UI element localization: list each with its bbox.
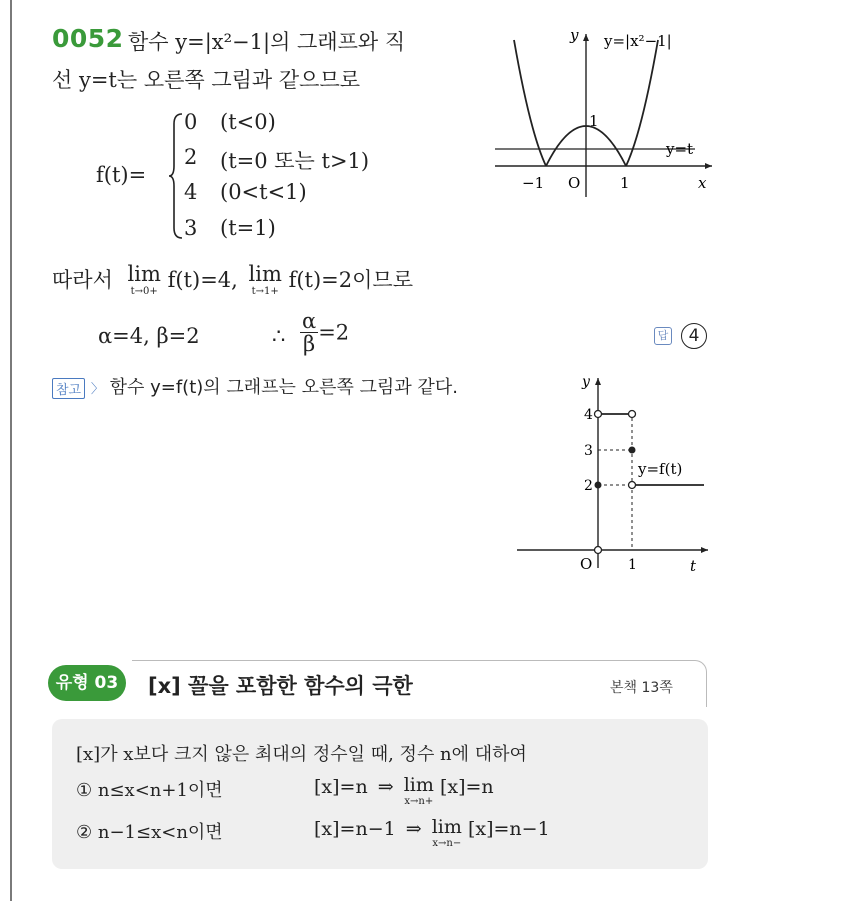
case-4-value: 3	[184, 216, 198, 240]
graph1-one-label: 1	[589, 112, 599, 130]
concept-item-1-marker: ①	[76, 780, 93, 801]
graph-f-of-t	[512, 368, 712, 588]
open-point-origin	[595, 547, 602, 554]
concept-item-1-condition: n≤x<n+1이면	[97, 780, 223, 801]
page-left-rule	[10, 0, 12, 901]
fraction-rest: =2	[318, 320, 350, 345]
piecewise-brace	[168, 112, 184, 240]
concept-intro: [x]가 x보다 크지 않은 최대의 정수일 때, 정수 n에 대하여	[76, 744, 527, 765]
case-3-condition: (0<t<1)	[220, 180, 307, 204]
case-1-value: 0	[184, 110, 198, 134]
case-3-value: 4	[184, 180, 198, 204]
limit-line	[52, 264, 413, 297]
limit-2-rest: f(t)=2이므로	[288, 268, 413, 292]
note-badge: 참고	[52, 378, 85, 399]
graph1-origin-label: O	[568, 174, 581, 192]
closed-point-0-2	[595, 482, 602, 489]
problem-number: 0052	[52, 24, 124, 53]
concept-item-2-limit: lim x→n−	[431, 816, 462, 849]
case-4-condition: (t=1)	[220, 216, 276, 240]
graph1-line-label: y=t	[666, 140, 694, 158]
arrow-icon: ⇒	[405, 818, 422, 840]
fraction-denominator: β	[303, 332, 316, 357]
concept-item-1-formula: [x]=n ⇒ lim x→n+ [x]=n	[314, 774, 494, 807]
answer-icon: 답	[654, 327, 672, 345]
curve-left-branch	[514, 40, 546, 166]
note-line: 참고 〉 함수 y=f(t)의 그래프는 오른쪽 그림과 같다.	[52, 373, 458, 399]
fraction-numerator: α	[302, 309, 317, 333]
concept-item-2-formula: [x]=n−1 ⇒ lim x→n− [x]=n−1	[314, 816, 550, 849]
concept-item-1-limit: lim x→n+	[403, 774, 434, 807]
graph2-tick-2: 2	[584, 478, 593, 494]
concept-item-1	[76, 776, 223, 802]
open-point-1-4	[629, 411, 636, 418]
graph2-tick-3: 3	[584, 443, 593, 459]
curve-right-branch	[626, 40, 658, 166]
graph1-pos-one-label: 1	[620, 174, 630, 192]
open-point-0-4	[595, 411, 602, 418]
type-title: [x] 꼴을 포함한 함수의 극한	[148, 674, 413, 698]
case-2-value: 2	[184, 145, 198, 169]
graph2-y-label: y	[582, 374, 590, 390]
limit-2: lim t→1+	[248, 262, 282, 297]
answer-choice: 4	[681, 323, 707, 349]
problem-line-1: 함수 y=|x²−1|의 그래프와 직	[128, 30, 406, 54]
limit-prefix: 따라서	[52, 268, 113, 292]
graph1-y-label: y	[570, 26, 579, 44]
open-point-1-2	[629, 482, 636, 489]
type-badge: 유형 03	[48, 665, 126, 701]
case-1-condition: (t<0)	[220, 110, 276, 134]
closed-point-1-3	[629, 447, 636, 454]
therefore-symbol: ∴	[272, 324, 286, 348]
result-fraction	[300, 310, 349, 355]
graph2-curve-label: y=f(t)	[638, 460, 683, 478]
concept-item-2-marker: ②	[76, 822, 93, 843]
limit-1-rest: f(t)=4,	[167, 268, 238, 292]
function-label: f(t)=	[96, 163, 147, 187]
case-2-condition: (t=0 또는 t>1)	[220, 149, 370, 173]
limit-1: lim t→0+	[127, 262, 161, 297]
note-text: 함수 y=f(t)의 그래프는 오른쪽 그림과 같다.	[109, 377, 458, 398]
result-alpha-beta: α=4, β=2	[98, 324, 200, 348]
problem-line-2: 선 y=t는 오른쪽 그림과 같으므로	[52, 68, 361, 92]
graph2-tick-1: 1	[628, 557, 637, 573]
graph1-x-label: x	[698, 174, 707, 192]
arrow-icon: ⇒	[377, 776, 394, 798]
graph2-tick-4: 4	[584, 407, 593, 423]
answer	[654, 323, 707, 349]
graph-abs-x2-minus-1	[490, 22, 720, 202]
graph1-curve-label: y=|x²−1|	[604, 32, 672, 50]
concept-item-2	[76, 818, 223, 844]
graph2-t-label: t	[690, 557, 697, 575]
graph2-origin-label: O	[580, 555, 593, 573]
type-reference: 본책 13쪽	[610, 680, 673, 696]
graph1-neg-one-label: −1	[522, 174, 545, 192]
concept-item-2-condition: n−1≤x<n이면	[97, 822, 223, 843]
